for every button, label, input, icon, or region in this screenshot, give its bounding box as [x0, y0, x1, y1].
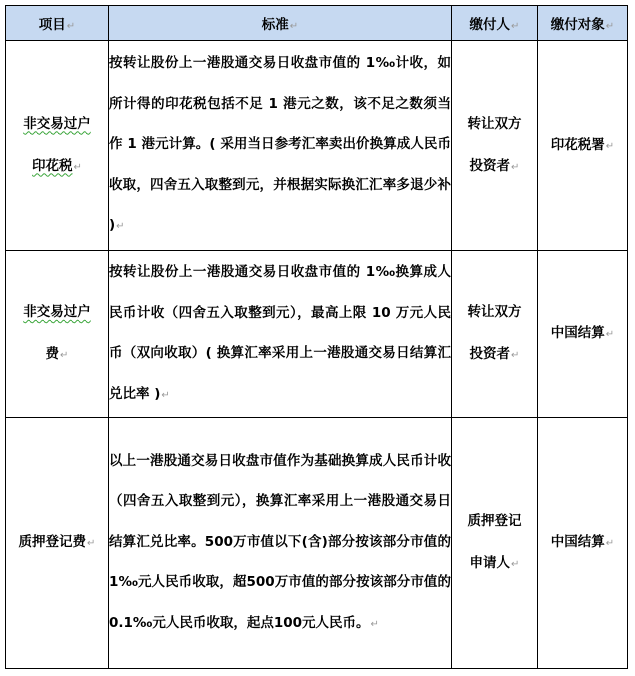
row-payer-line: 投资者↵ [469, 346, 520, 362]
row-payer [452, 418, 538, 669]
row-payer-line: 转让双方 [467, 115, 522, 132]
table-row [6, 418, 628, 669]
row-payer-line: 申请人↵ [469, 555, 520, 571]
row-target: 中国结算↵ [538, 251, 628, 418]
row-standard: 以上一港股通交易日收盘市值作为基础换算成人民币计收（四舍五入取整到元），换算汇率采用上一港股通交易日结算汇兑比率。500万市值以下(含)部分按该部分市值的1‰元人民币收取，超500万市值的部分按该部分市值的0.1‰元人民币收取，起点100元人民币。↵ [109, 418, 452, 669]
header-standard: 标准↵ [109, 6, 452, 41]
row-target: 印花税署↵ [538, 41, 628, 251]
row-item-line: 印花税↵ [32, 157, 82, 174]
row-item-line: 非交易过户 [23, 115, 91, 132]
row-item-line: 费↵ [45, 346, 69, 362]
row-payer-line: 转让双方 [467, 304, 522, 320]
row-item [6, 251, 109, 418]
row-payer-line: 投资者↵ [469, 157, 520, 174]
row-payer [452, 41, 538, 251]
fee-table [5, 5, 628, 669]
row-item: 质押登记费↵ [6, 418, 109, 669]
row-payer-line: 质押登记 [467, 513, 522, 529]
row-target: 中国结算↵ [538, 418, 628, 669]
row-item-line: 非交易过户 [23, 304, 91, 320]
header-target: 缴付对象↵ [538, 6, 628, 41]
row-payer [452, 251, 538, 418]
table-row [6, 251, 628, 418]
header-row [6, 6, 628, 41]
row-item [6, 41, 109, 251]
row-standard: 按转让股份上一港股通交易日收盘市值的 1‰计收，如所计得的印花税包括不足 1 港元之数，该不足之数须当作 1 港元计算。( 采用当日参考汇率卖出价换算成人民币收取，四舍五入取整到元，并根据实际换汇汇率多退少补 )↵ [109, 41, 452, 251]
row-standard: 按转让股份上一港股通交易日收盘市值的 1‰换算成人民币计收（四舍五入取整到元），最高上限 10 万元人民币（双向收取）( 换算汇率采用上一港股通交易日结算汇兑比率 )↵ [109, 251, 452, 418]
header-payer: 缴付人↵ [452, 6, 538, 41]
header-item: 项目↵ [6, 6, 109, 41]
table-row [6, 41, 628, 251]
